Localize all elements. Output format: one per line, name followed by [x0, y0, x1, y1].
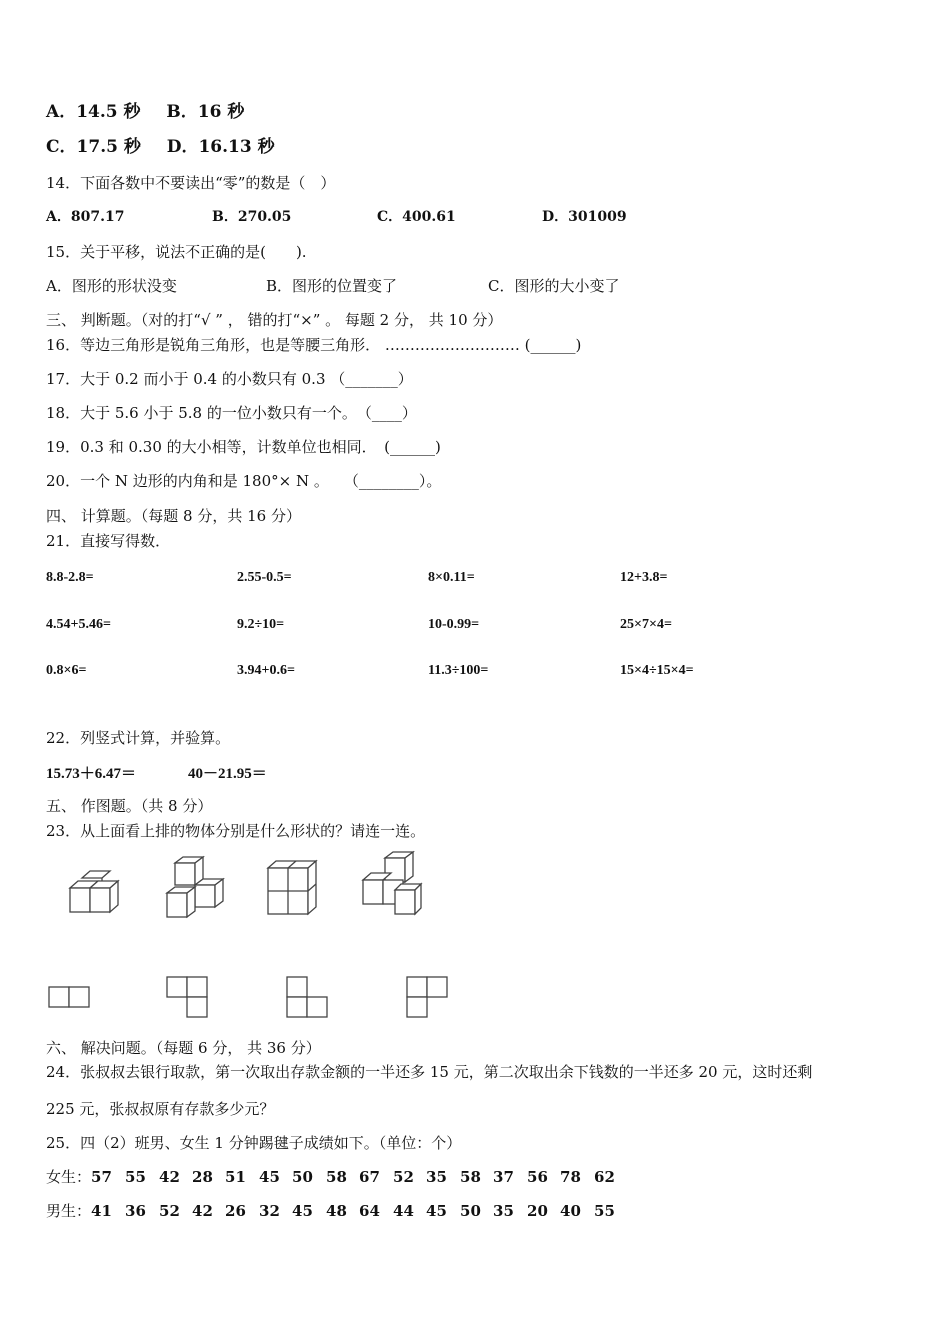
q21-item: 12+3.8=: [620, 570, 668, 585]
q14-option-c: C．400.61: [377, 209, 456, 225]
score: 45: [292, 1202, 313, 1220]
girls-label: 女生：: [46, 1168, 92, 1186]
score: 58: [326, 1168, 347, 1186]
score: 41: [91, 1202, 112, 1220]
score: 48: [326, 1202, 347, 1220]
score: 67: [359, 1168, 380, 1186]
q25-girls-row: [46, 1167, 624, 1187]
score: 35: [426, 1168, 447, 1186]
score: 45: [259, 1168, 280, 1186]
score: 42: [159, 1168, 180, 1186]
score: 40: [560, 1202, 581, 1220]
score: 51: [225, 1168, 246, 1186]
cube-stack-figure-1: [60, 860, 130, 920]
q21-item: 4.54+5.46=: [46, 617, 111, 632]
score: 64: [359, 1202, 380, 1220]
q21-item: 2.55-0.5=: [237, 570, 292, 585]
q13-option-d-label: D．: [166, 137, 199, 157]
q21-item: 8.8-2.8=: [46, 570, 94, 585]
q21-item: 10-0.99=: [428, 617, 480, 632]
q13-option-d: 16.13 秒: [198, 137, 275, 157]
q21-item: 9.2÷10=: [237, 617, 285, 632]
section-6-title: 六、 解决问题。（每题 6 分， 共 36 分）: [46, 1039, 321, 1057]
score: 52: [393, 1168, 414, 1186]
score: 50: [460, 1202, 481, 1220]
score: 42: [192, 1202, 213, 1220]
q15-option-b: B．图形的位置变了: [266, 277, 398, 295]
score: 32: [259, 1202, 280, 1220]
q13-option-a-label: A．: [46, 102, 77, 122]
q21-item: 25×7×4=: [620, 617, 672, 632]
q18: 18．大于 5.6 小于 5.8 的一位小数只有一个。 （____）: [46, 404, 417, 422]
q25-stem: 25．四（2）班男、女生 1 分钟踢毽子成绩如下。（单位：个）: [46, 1134, 462, 1152]
q17: 17．大于 0.2 而小于 0.4 的小数只有 0.3 （_______）: [46, 370, 413, 388]
top-view-shape-1: [47, 985, 92, 1010]
q21-item: 8×0.11=: [428, 570, 475, 585]
q13-option-b: 16 秒: [197, 102, 245, 122]
q24-line-2: 225 元，张叔叔原有存款多少元？: [46, 1100, 275, 1118]
q14-option-b: B．270.05: [212, 209, 292, 225]
q22-item-2: 40－21.95＝: [188, 766, 267, 782]
score: 26: [225, 1202, 246, 1220]
score: 37: [493, 1168, 514, 1186]
score: 55: [594, 1202, 615, 1220]
q21-item: 0.8×6=: [46, 663, 87, 678]
score: 44: [393, 1202, 414, 1220]
score: 55: [125, 1168, 146, 1186]
q13-option-c: 17.5 秒: [76, 137, 141, 157]
score: 35: [493, 1202, 514, 1220]
cube-stack-figure-2: [157, 855, 232, 925]
score: 28: [192, 1168, 213, 1186]
score: 52: [159, 1202, 180, 1220]
q22-stem: 22．列竖式计算，并验算。: [46, 729, 231, 747]
top-view-shape-4: [405, 975, 453, 1019]
q21-item: 15×4÷15×4=: [620, 663, 694, 678]
q14-option-a: A．807.17: [46, 209, 125, 225]
q15-option-c: C．图形的大小变了: [488, 277, 620, 295]
q14-option-d: D．301009: [542, 209, 627, 225]
score: 57: [91, 1168, 112, 1186]
boys-label: 男生：: [46, 1202, 92, 1220]
score: 78: [560, 1168, 581, 1186]
q13-option-c-label: C．: [46, 137, 77, 157]
section-4-title: 四、 计算题。（每题 8 分，共 16 分）: [46, 507, 301, 525]
q13-options-row-1: [46, 102, 244, 122]
score: 20: [527, 1202, 548, 1220]
score: 58: [460, 1168, 481, 1186]
q16: 16．等边三角形是锐角三角形，也是等腰三角形． ……………………… (______): [46, 336, 582, 354]
top-view-shape-2: [165, 975, 213, 1019]
cube-stack-figure-3: [262, 858, 327, 920]
q14-stem: 14．下面各数中不要读出“零”的数是（ ）: [46, 174, 336, 192]
q13-option-a: 14.5 秒: [76, 102, 141, 122]
section-5-title: 五、 作图题。（共 8 分）: [46, 797, 213, 815]
q25-boys-row: [46, 1201, 624, 1221]
section-3-title: 三、 判断题。（对的打“√ ” ， 错的打“×” 。 每题 2 分， 共 10 分）: [46, 311, 503, 329]
score: 50: [292, 1168, 313, 1186]
score: 56: [527, 1168, 548, 1186]
cube-stack-figure-4: [355, 850, 427, 918]
score: 62: [594, 1168, 615, 1186]
q21-stem: 21．直接写得数．: [46, 532, 171, 550]
score: 45: [426, 1202, 447, 1220]
q22-item-1: 15.73＋6.47＝: [46, 766, 137, 782]
q19: 19．0.3 和 0.30 的大小相等，计数单位也相同． (______): [46, 438, 441, 456]
top-view-shape-3: [285, 975, 333, 1019]
q20: 20．一个 N 边形的内角和是 180°× N 。 （________）。: [46, 472, 442, 490]
q23-stem: 23．从上面看上排的物体分别是什么形状的？请连一连。: [46, 822, 426, 840]
q21-item: 11.3÷100=: [428, 663, 489, 678]
q21-item: 3.94+0.6=: [237, 663, 295, 678]
q15-option-a: A．图形的形状没变: [46, 277, 177, 295]
score: 36: [125, 1202, 146, 1220]
q13-option-b-label: B．: [166, 102, 198, 122]
q24-line-1: 24．张叔叔去银行取款，第一次取出存款金额的一半还多 15 元，第二次取出余下钱数的一半还多 20 元，这时还剩: [46, 1063, 813, 1081]
q13-options-row-2: [46, 137, 275, 157]
q15-stem: 15．关于平移，说法不正确的是( ).: [46, 243, 307, 261]
